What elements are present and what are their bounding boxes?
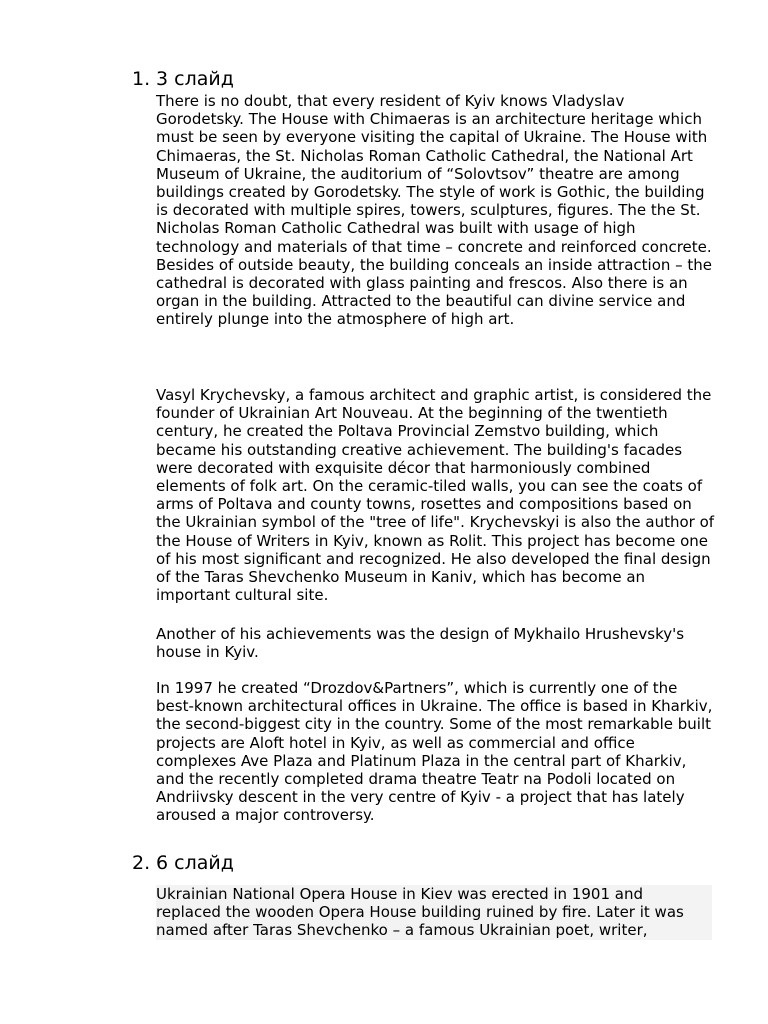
paragraph-krychevsky: Vasyl Krychevsky, a famous architect and graphic artist, is considered the founder of Ukrainian Art Nouveau. At the beginning of the twentieth century, he created the Poltava Provincial Zemstvo building, which became his outstanding creative achievement. The building's facades were decorated with exquisite décor that harmoniously combined elements of folk art. On the ceramic-tiled walls, you can see the coats of arms of Poltava and county towns, rosettes and compositions based on the Ukrainian symbol of the "tree of life". Krychevskyi is also the author of the House of Writers in Kyiv, known as Rolit. This project has become one of his most significant and recognized. He also developed the final design of the Taras Shevchenko Museum in Kaniv, which has become an important cultural site. — [156, 386, 715, 605]
section-title: 3 слайд — [156, 68, 234, 90]
paragraph-drozdov: In 1997 he created “Drozdov&Partners”, which is currently one of the best-known architectural offices in Ukraine. The office is based in Kharkiv, the second-biggest city in the country. Some of the most remarkable built projects are Aloft hotel in Kyiv, as well as commercial and office complexes Ave Plaza and Platinum Plaza in the central part of Kharkiv, and the recently completed drama theatre Teatr na Podoli located on Andriivsky descent in the very centre of Kyiv - a project that has lately aroused a major controversy. — [156, 679, 713, 825]
list-number: 1. — [132, 68, 151, 90]
paragraph-gorodetsky: There is no doubt, that every resident of Kyiv knows Vladyslav Gorodetsky. The House with Chimaeras is an architecture heritage which must be seen by everyone visiting the capital of Ukraine. The House with Chimaeras, the St. Nicholas Roman Catholic Cathedral, the National Art Museum of Ukraine, the auditorium of “Solovtsov” theatre are among buildings created by Gorodetsky. The style of work is Gothic, the building is decorated with multiple spires, towers, sculptures, figures. The the St. Nicholas Roman Catholic Cathedral was built with usage of high technology and materials of that time – concrete and reinforced concrete. Besides of outside beauty, the building conceals an inside attraction – the cathedral is decorated with glass painting and frescos. Also there is an organ in the building. Attracted to the beautiful can divine service and entirely plunge into the atmosphere of high art. — [156, 92, 713, 329]
list-number: 2. — [132, 852, 151, 874]
section-heading-1 — [132, 67, 234, 91]
section-heading-2 — [132, 851, 234, 875]
section-title: 6 слайд — [156, 852, 234, 874]
paragraph-opera-house: Ukrainian National Opera House in Kiev was erected in 1901 and replaced the wooden Opera House building ruined by fire. Later it was named after Taras Shevchenko – a famous Ukrainian poet, writer, — [156, 885, 712, 940]
paragraph-hrushevsky-house: Another of his achievements was the design of Mykhailo Hrushevsky's house in Kyiv. — [156, 625, 685, 662]
